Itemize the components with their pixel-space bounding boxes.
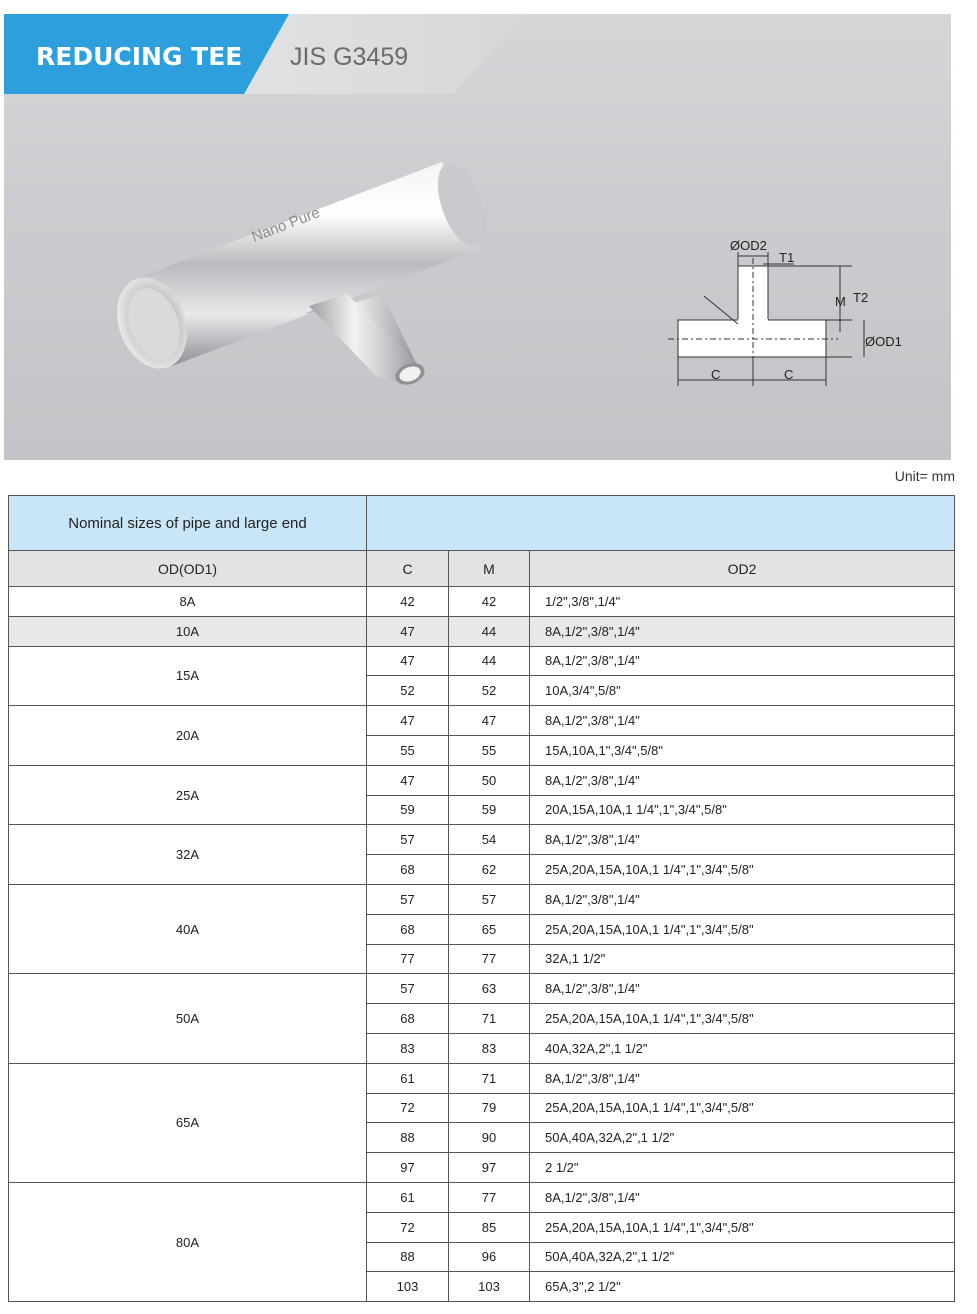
c-right-label: C bbox=[784, 367, 794, 382]
group-header-cell: Nominal sizes of pipe and large end bbox=[9, 496, 367, 551]
od2-cell: 40A,32A,2",1 1/2" bbox=[530, 1033, 955, 1063]
product-title: REDUCING TEE bbox=[36, 42, 243, 71]
od1-cell: 20A bbox=[9, 706, 367, 766]
c-cell: 68 bbox=[367, 1004, 449, 1034]
od2-cell: 25A,20A,15A,10A,1 1/4",1",3/4",5/8" bbox=[530, 855, 955, 885]
c-cell: 83 bbox=[367, 1033, 449, 1063]
od2-cell: 65A,3",2 1/2" bbox=[530, 1272, 955, 1302]
c-cell: 57 bbox=[367, 825, 449, 855]
od2-cell: 50A,40A,32A,2",1 1/2" bbox=[530, 1242, 955, 1272]
m-cell: 90 bbox=[449, 1123, 530, 1153]
c-cell: 47 bbox=[367, 706, 449, 736]
c-cell: 61 bbox=[367, 1182, 449, 1212]
od2-cell: 8A,1/2",3/8",1/4" bbox=[530, 825, 955, 855]
c-cell: 47 bbox=[367, 765, 449, 795]
c-cell: 103 bbox=[367, 1272, 449, 1302]
od2-cell: 15A,10A,1",3/4",5/8" bbox=[530, 735, 955, 765]
od2-cell: 2 1/2" bbox=[530, 1153, 955, 1183]
od1-cell: 10A bbox=[9, 616, 367, 646]
m-cell: 52 bbox=[449, 676, 530, 706]
m-cell: 59 bbox=[449, 795, 530, 825]
c-cell: 47 bbox=[367, 616, 449, 646]
od2-cell: 50A,40A,32A,2",1 1/2" bbox=[530, 1123, 955, 1153]
od1-cell: 32A bbox=[9, 825, 367, 885]
c-cell: 72 bbox=[367, 1093, 449, 1123]
standard-label: JIS G3459 bbox=[290, 43, 409, 71]
c-cell: 97 bbox=[367, 1153, 449, 1183]
c-cell: 68 bbox=[367, 855, 449, 885]
m-cell: 55 bbox=[449, 735, 530, 765]
group-header-empty-cell bbox=[367, 496, 955, 551]
m-cell: 96 bbox=[449, 1242, 530, 1272]
reducing-tee-photo bbox=[105, 157, 496, 389]
od1-cell: 65A bbox=[9, 1063, 367, 1182]
od2-cell: 8A,1/2",3/8",1/4" bbox=[530, 884, 955, 914]
m-cell: 63 bbox=[449, 974, 530, 1004]
od2-label: ØOD2 bbox=[730, 238, 767, 253]
m-cell: 62 bbox=[449, 855, 530, 885]
c-cell: 88 bbox=[367, 1123, 449, 1153]
od1-cell: 8A bbox=[9, 587, 367, 617]
m-cell: 71 bbox=[449, 1004, 530, 1034]
table-row bbox=[9, 587, 955, 617]
m-cell: 44 bbox=[449, 616, 530, 646]
c-cell: 72 bbox=[367, 1212, 449, 1242]
od2-cell: 8A,1/2",3/8",1/4" bbox=[530, 646, 955, 676]
table-row bbox=[9, 884, 955, 914]
od1-cell: 50A bbox=[9, 974, 367, 1063]
t2-label: T2 bbox=[853, 290, 869, 305]
m-cell: 77 bbox=[449, 944, 530, 974]
od1-cell: 40A bbox=[9, 884, 367, 973]
dimension-table-body bbox=[9, 496, 955, 1302]
table-row bbox=[9, 825, 955, 855]
t1-label: T1 bbox=[779, 250, 795, 265]
engraving-text: Nano Pure bbox=[249, 204, 323, 246]
dimension-table bbox=[8, 495, 955, 1302]
od2-cell: 8A,1/2",3/8",1/4" bbox=[530, 616, 955, 646]
m-cell: 85 bbox=[449, 1212, 530, 1242]
m-cell: 44 bbox=[449, 646, 530, 676]
m-cell: 47 bbox=[449, 706, 530, 736]
od2-cell: 8A,1/2",3/8",1/4" bbox=[530, 765, 955, 795]
column-header-m: M bbox=[449, 551, 530, 587]
table-row bbox=[9, 616, 955, 646]
c-cell: 88 bbox=[367, 1242, 449, 1272]
m-label: M bbox=[835, 294, 846, 309]
table-row bbox=[9, 646, 955, 676]
od2-cell: 8A,1/2",3/8",1/4" bbox=[530, 706, 955, 736]
od2-cell: 8A,1/2",3/8",1/4" bbox=[530, 974, 955, 1004]
m-cell: 97 bbox=[449, 1153, 530, 1183]
m-cell: 42 bbox=[449, 587, 530, 617]
table-row bbox=[9, 1063, 955, 1093]
m-cell: 103 bbox=[449, 1272, 530, 1302]
m-cell: 57 bbox=[449, 884, 530, 914]
table-row bbox=[9, 706, 955, 736]
od1-label: ØOD1 bbox=[865, 334, 902, 349]
od2-cell: 8A,1/2",3/8",1/4" bbox=[530, 1182, 955, 1212]
c-cell: 47 bbox=[367, 646, 449, 676]
c-cell: 59 bbox=[367, 795, 449, 825]
technical-drawing bbox=[668, 252, 864, 386]
m-cell: 77 bbox=[449, 1182, 530, 1212]
c-cell: 52 bbox=[367, 676, 449, 706]
table-row bbox=[9, 1182, 955, 1212]
table-row bbox=[9, 765, 955, 795]
table-row bbox=[9, 974, 955, 1004]
od2-cell: 25A,20A,15A,10A,1 1/4",1",3/4",5/8" bbox=[530, 1212, 955, 1242]
unit-label: Unit= mm bbox=[894, 468, 955, 484]
c-cell: 42 bbox=[367, 587, 449, 617]
m-cell: 54 bbox=[449, 825, 530, 855]
m-cell: 83 bbox=[449, 1033, 530, 1063]
c-cell: 77 bbox=[367, 944, 449, 974]
table-column-header-row bbox=[9, 551, 955, 587]
od2-cell: 25A,20A,15A,10A,1 1/4",1",3/4",5/8" bbox=[530, 1093, 955, 1123]
od2-cell: 1/2",3/8",1/4" bbox=[530, 587, 955, 617]
hero-graphic bbox=[4, 14, 951, 460]
od1-cell: 25A bbox=[9, 765, 367, 825]
c-cell: 57 bbox=[367, 974, 449, 1004]
m-cell: 71 bbox=[449, 1063, 530, 1093]
od2-cell: 25A,20A,15A,10A,1 1/4",1",3/4",5/8" bbox=[530, 914, 955, 944]
c-left-label: C bbox=[711, 367, 721, 382]
m-cell: 79 bbox=[449, 1093, 530, 1123]
c-cell: 57 bbox=[367, 884, 449, 914]
column-header-od2: OD2 bbox=[530, 551, 955, 587]
m-cell: 65 bbox=[449, 914, 530, 944]
table-group-header-row bbox=[9, 496, 955, 551]
product-hero bbox=[4, 14, 951, 460]
c-cell: 55 bbox=[367, 735, 449, 765]
od2-cell: 8A,1/2",3/8",1/4" bbox=[530, 1063, 955, 1093]
od2-cell: 20A,15A,10A,1 1/4",1",3/4",5/8" bbox=[530, 795, 955, 825]
od2-cell: 25A,20A,15A,10A,1 1/4",1",3/4",5/8" bbox=[530, 1004, 955, 1034]
od1-cell: 15A bbox=[9, 646, 367, 706]
od2-cell: 10A,3/4",5/8" bbox=[530, 676, 955, 706]
c-cell: 61 bbox=[367, 1063, 449, 1093]
od2-cell: 32A,1 1/2" bbox=[530, 944, 955, 974]
m-cell: 50 bbox=[449, 765, 530, 795]
od1-cell: 80A bbox=[9, 1182, 367, 1301]
c-cell: 68 bbox=[367, 914, 449, 944]
column-header-c: C bbox=[367, 551, 449, 587]
column-header-od1: OD(OD1) bbox=[9, 551, 367, 587]
